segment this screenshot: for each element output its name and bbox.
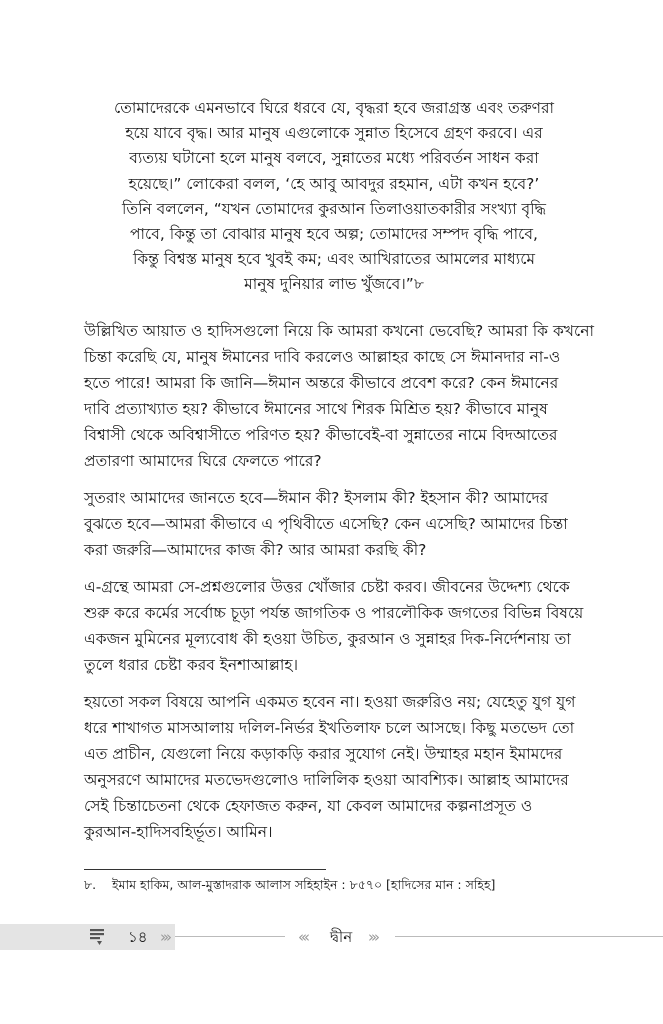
footnote-number: ৮. (84, 877, 97, 892)
chevron-left-icon: ‹‹‹ (298, 928, 307, 946)
chevron-right-icon: ››› (160, 928, 169, 946)
quote-line: কিন্তু বিশ্বস্ত মানুষ হবে খুবই কম; এবং আখিরাতের আমলের মাধ্যমে (132, 250, 536, 269)
text-line: হতে পারে! আমরা কি জানি—ঈমান অন্তরে কীভাবে প্রবেশ করে? কেন ঈমানের (84, 374, 559, 392)
text-line: দাবি প্রত্যাখ্যাত হয়? কীভাবে ঈমানের সাথে শিরক মিশ্রিত হয়? কীভাবে মানুষ (84, 400, 548, 418)
text-line: প্রতারণা আমাদের ঘিরে ফেলতে পারে? (84, 452, 322, 470)
footer-line-left (175, 936, 285, 937)
paragraph (84, 574, 584, 678)
footer-line-right (395, 936, 663, 937)
book-mark-icon (88, 927, 108, 947)
text-line: কুরআন-হাদিসবহির্ভূত। আমিন। (84, 823, 273, 841)
text-line: শুরু করে কর্মের সর্বোচ্চ চূড়া পর্যন্ত জাগতিক ও পারলৌকিক জগতের বিভিন্ন বিষয়ে (84, 604, 584, 622)
quote-line: তোমাদেরকে এমনভাবে ঘিরে ধরবে যে, বৃদ্ধরা হবে জরাগ্রস্ত এবং তরুণরা (113, 99, 555, 117)
paragraph (84, 318, 594, 474)
text-line: করা জরুরি—আমাদের কাজ কী? আর আমরা করছি কী? (84, 541, 427, 559)
main-text (84, 318, 594, 856)
text-line: এ-গ্রন্থে আমরা সে-প্রশ্নগুলোর উত্তর খোঁজার চেষ্টা করব। জীবনের উদ্দেশ্য থেকে (84, 578, 570, 596)
quote-line: মানুষ দুনিয়ার লাভ খুঁজবে।”৮ (244, 275, 424, 294)
footnote (84, 876, 584, 894)
footnote-divider (84, 869, 326, 870)
paragraph (84, 689, 584, 845)
text-line: অনুসরণে আমাদের মতভেদগুলোও দালিলিক হওয়া আবশ্যিক। আল্লাহ আমাদের (84, 771, 569, 789)
text-line: সুতরাং আমাদের জানতে হবে—ঈমান কী? ইসলাম কী? ইহসান কী? আমাদের (84, 489, 549, 507)
quote-line: তিনি বললেন, “যখন তোমাদের কুরআন তিলাওয়াতকারীর সংখ্যা বৃদ্ধি (122, 199, 546, 218)
text-line: উল্লিখিত আয়াত ও হাদিসগুলো নিয়ে কি আমরা কখনো ভেবেছি? আমরা কি কখনো (84, 322, 594, 340)
running-head: দ্বীন (330, 928, 353, 946)
text-line: এত প্রাচীন, যেগুলো নিয়ে কড়াকড়ি করার সুযোগ নেই। উম্মাহর মহান ইমামদের (84, 745, 563, 763)
text-line: সেই চিন্তাচেতনা থেকে হেফাজত করুন, যা কেবল আমাদের কল্পনাপ্রসূত ও (84, 797, 533, 815)
quote-line: ব্যত্যয় ঘটানো হলে মানুষ বলবে, সুন্নাতের মধ্যে পরিবর্তন সাধন করা (129, 149, 539, 168)
text-line: তুলে ধরার চেষ্টা করব ইনশাআল্লাহ। (84, 656, 299, 674)
footnote-text: ইমাম হাকিম, আল-মুস্তাদরাক আলাস সহিহাইন : ৮৫৭০ [হাদিসের মান : সহিহ] (112, 877, 496, 892)
text-line: একজন মুমিনের মূল্যবোধ কী হওয়া উচিত, কুরআন ও সুন্নাহর দিক-নির্দেশনায় তা (84, 630, 571, 648)
quote-line: হয়ে যাবে বৃদ্ধ। আর মানুষ এগুলোকে সুন্নাত হিসেবে গ্রহণ করবে। এর (125, 124, 543, 143)
quote-line: পাবে, কিন্তু তা বোঝার মানুষ হবে অল্প; তোমাদের সম্পদ বৃদ্ধি পাবে, (130, 225, 538, 244)
chevron-right-icon: ››› (368, 928, 377, 946)
text-line: চিন্তা করেছি যে, মানুষ ঈমানের দাবি করলেও আল্লাহর কাছে সে ঈমানদার না-ও (84, 348, 561, 366)
page-number: ১৪ (128, 928, 148, 946)
text-line: ধরে শাখাগত মাসআলায় দলিল-নির্ভর ইখতিলাফ চলে আসছে। কিছু মতভেদ তো (84, 719, 575, 737)
hadith-quote-block (84, 96, 584, 298)
quote-line: হয়েছে।” লোকেরা বলল, ‘হে আবু আবদুর রহমান, এটা কখন হবে?’ (128, 174, 540, 193)
paragraph (84, 485, 584, 563)
text-line: হয়তো সকল বিষয়ে আপনি একমত হবেন না। হওয়া জরুরিও নয়; যেহেতু যুগ যুগ (84, 693, 576, 711)
page-footer (0, 924, 663, 950)
text-line: বিশ্বাসী থেকে অবিশ্বাসীতে পরিণত হয়? কীভাবেই-বা সুন্নাতের নামে বিদআতের (84, 426, 558, 444)
text-line: বুঝতে হবে—আমরা কীভাবে এ পৃথিবীতে এসেছি? কেন এসেছি? আমাদের চিন্তা (84, 515, 568, 533)
